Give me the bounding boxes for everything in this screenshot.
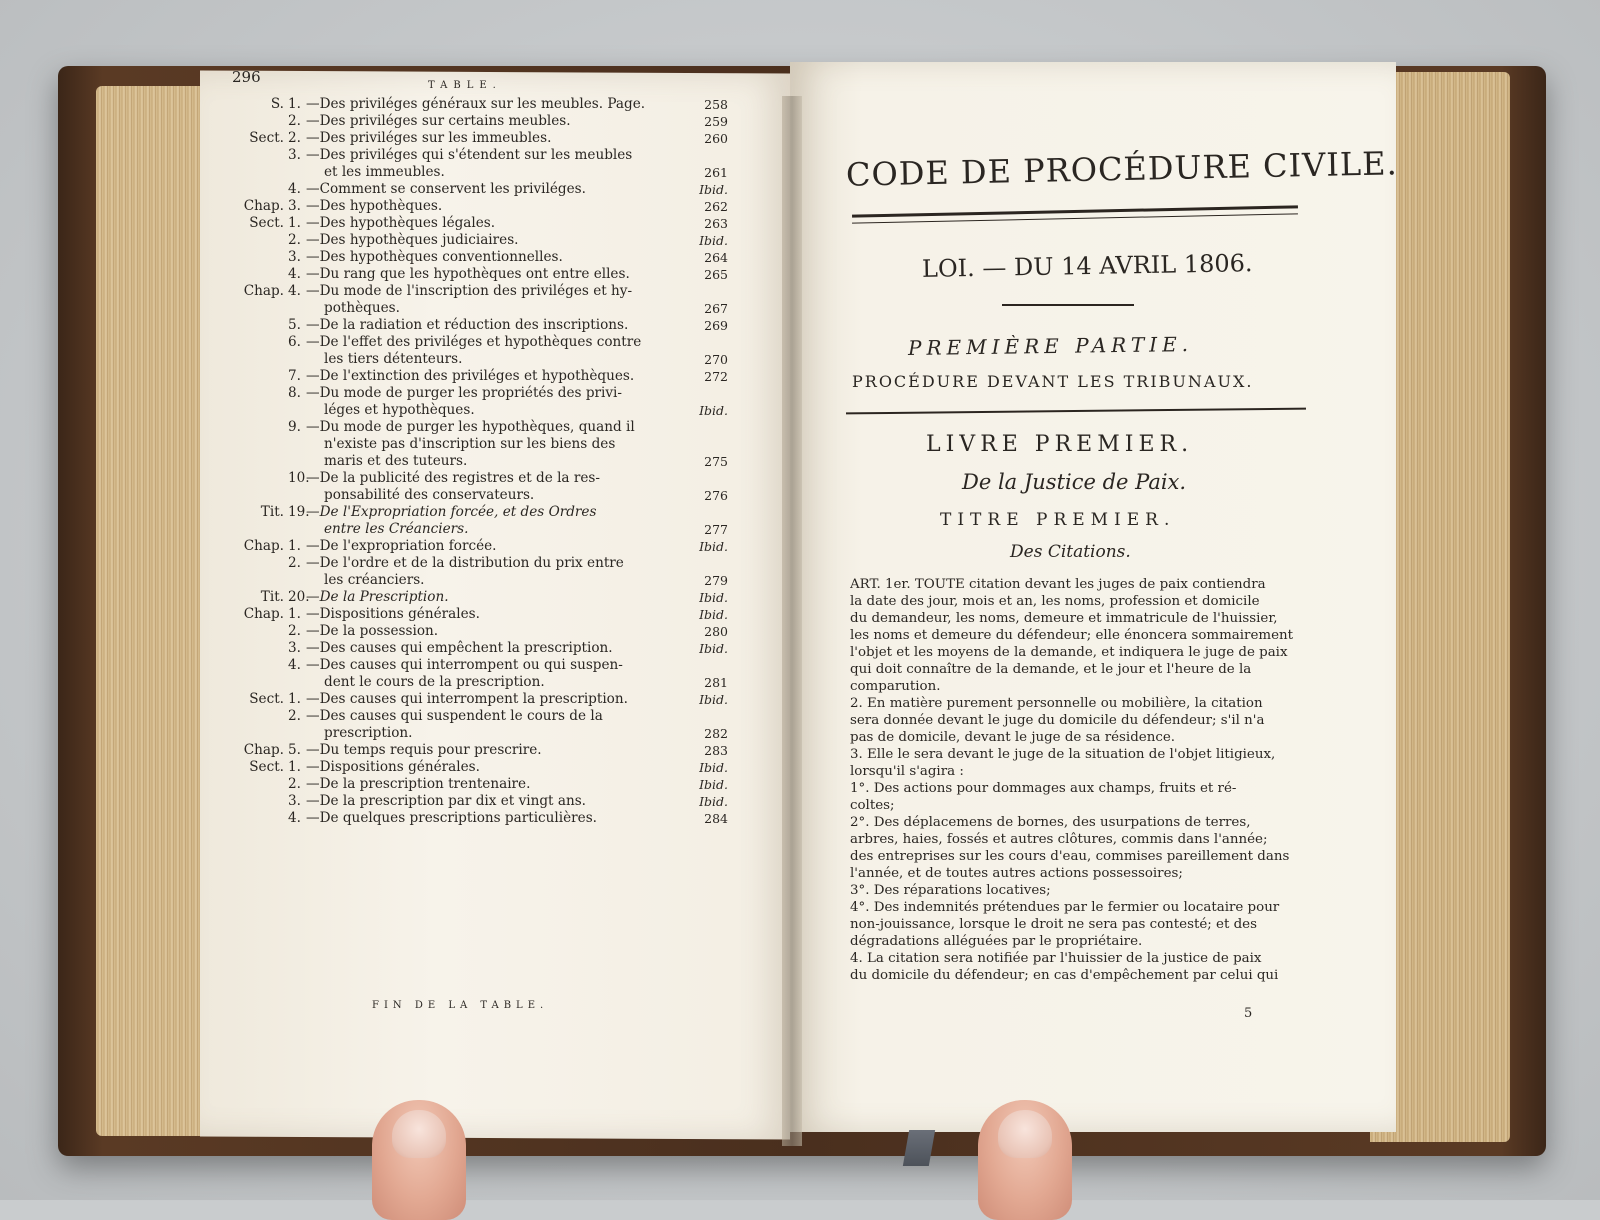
toc-title: —Des priviléges sur les immeubles.	[306, 130, 552, 146]
right-thumbnail	[998, 1110, 1052, 1158]
toc-row	[226, 181, 756, 198]
toc-page-ref: 276	[704, 488, 728, 503]
toc-label: Chap.	[243, 283, 284, 299]
toc-row	[226, 759, 756, 776]
toc-title: —Des causes qui interrompent ou qui suspen-	[306, 657, 623, 673]
text-line: 3. Elle le sera devant le juge de la situation de l'objet litigieux,	[850, 747, 1276, 762]
toc-number: 20.	[288, 589, 310, 605]
text-line: du domicile du défendeur; en cas d'empêchement par celui qui	[850, 968, 1279, 983]
toc-title: —De la radiation et réduction des inscriptions.	[306, 317, 629, 333]
toc-number: 3.	[288, 793, 301, 809]
toc-row	[226, 810, 756, 827]
right-thumb	[978, 1100, 1072, 1220]
toc-row	[226, 402, 756, 419]
toc-label: Sect.	[249, 130, 284, 146]
toc-label: Sect.	[249, 759, 284, 775]
toc-page-ref: 262	[704, 199, 728, 214]
toc-title: léges et hypothèques.	[324, 402, 475, 418]
toc-title: —Du temps requis pour prescrire.	[306, 742, 542, 758]
toc-page-ref: Ibid.	[699, 403, 728, 418]
text-line: 3°. Des réparations locatives;	[850, 883, 1051, 898]
toc-page-ref: 284	[704, 811, 728, 826]
left-page-header: TABLE.	[428, 80, 502, 91]
toc-row	[226, 657, 756, 674]
toc-number: 4.	[288, 657, 301, 673]
toc-page-ref: 269	[704, 318, 728, 333]
text-line: 2. En matière purement personnelle ou mobilière, la citation	[850, 696, 1263, 711]
toc-number: 10.	[288, 470, 310, 486]
toc-title: —Des causes qui suspendent le cours de la	[306, 708, 603, 724]
toc-number: 1.	[288, 538, 301, 554]
toc-row	[226, 555, 756, 572]
toc-title: —Des causes qui interrompent la prescription.	[306, 691, 628, 707]
toc-page-ref: 259	[704, 114, 728, 129]
toc-row	[226, 249, 756, 266]
toc-page-ref: 270	[704, 352, 728, 367]
toc-row	[226, 113, 756, 130]
toc-page-ref: 277	[704, 522, 728, 537]
toc-row	[226, 674, 756, 691]
text-line: du demandeur, les noms, demeure et immatricule de l'huissier,	[850, 611, 1278, 626]
toc-row	[226, 725, 756, 742]
toc-page-ref: Ibid.	[699, 760, 728, 775]
text-line: 4. La citation sera notifiée par l'huissier de la justice de paix	[850, 951, 1262, 966]
toc-row	[226, 640, 756, 657]
toc-page-ref: 272	[704, 369, 728, 384]
text-line: dégradations alléguées par le propriétaire.	[850, 934, 1143, 949]
code-title: CODE DE PROCÉDURE CIVILE.	[845, 144, 1399, 194]
toc-label: Sect.	[249, 691, 284, 707]
toc-row	[226, 368, 756, 385]
toc-row	[226, 691, 756, 708]
toc-title: —Du mode de purger les propriétés des privi-	[306, 385, 622, 401]
text-line: sera donnée devant le juge du domicile du défendeur; s'il n'a	[850, 713, 1265, 728]
article-text	[850, 576, 1342, 984]
toc-title: —De la possession.	[306, 623, 439, 639]
text-line: l'objet et les moyens de la demande, et indiquera le juge de paix	[850, 645, 1288, 660]
toc-title: ponsabilité des conservateurs.	[324, 487, 535, 503]
toc-page-ref: 282	[704, 726, 728, 741]
justice-heading: De la Justice de Paix.	[962, 470, 1187, 494]
toc-row	[226, 215, 756, 232]
toc-title: —De quelques prescriptions particulières.	[306, 810, 597, 826]
toc-row	[226, 606, 756, 623]
page-signature: 5	[1244, 1006, 1253, 1021]
toc-row	[226, 419, 756, 436]
toc-label: Tit.	[260, 589, 284, 605]
citations-heading: Des Citations.	[1010, 542, 1131, 562]
toc-title: —De l'effet des priviléges et hypothèques contre	[306, 334, 642, 350]
toc-page-ref: 264	[704, 250, 728, 265]
toc-row	[226, 300, 756, 317]
toc-label: Chap.	[243, 198, 284, 214]
toc-page-ref: Ibid.	[699, 641, 728, 656]
toc-number: 2.	[288, 232, 301, 248]
toc-row	[226, 232, 756, 249]
toc-label: Chap.	[243, 538, 284, 554]
toc-title: —Dispositions générales.	[306, 606, 480, 622]
toc-row	[226, 776, 756, 793]
toc-label: Tit.	[260, 504, 284, 520]
text-line: arbres, haies, fossés et autres clôtures, commis dans l'année;	[850, 832, 1268, 847]
text-line: non-jouissance, lorsque le droit ne sera pas contesté; et des	[850, 917, 1257, 932]
toc-title: —De l'extinction des priviléges et hypothèques.	[306, 368, 635, 384]
toc-number: 4.	[288, 266, 301, 282]
toc-row	[226, 538, 756, 555]
toc-title: —De la prescription trentenaire.	[306, 776, 531, 792]
toc-page-ref: Ibid.	[699, 794, 728, 809]
toc-number: 2.	[288, 708, 301, 724]
text-line: coltes;	[850, 798, 895, 813]
toc-title: dent le cours de la prescription.	[324, 674, 545, 690]
toc-number: 4.	[288, 181, 301, 197]
toc-title: —Des priviléges qui s'étendent sur les meubles	[306, 147, 633, 163]
toc-title: n'existe pas d'inscription sur les biens des	[324, 436, 616, 452]
text-line: ART. 1er. TOUTE citation devant les juges de paix contiendra	[850, 577, 1266, 592]
toc-title: et les immeubles.	[324, 164, 445, 180]
toc-page-ref: 280	[704, 624, 728, 639]
toc-title: —De l'expropriation forcée.	[306, 538, 497, 554]
toc-number: 2.	[288, 130, 301, 146]
loi-heading: LOI. — DU 14 AVRIL 1806.	[921, 249, 1253, 283]
toc-page-ref: 275	[704, 454, 728, 469]
text-line: 1°. Des actions pour dommages aux champs, fruits et ré-	[850, 781, 1237, 796]
toc-row	[226, 470, 756, 487]
toc-title: —Des priviléges généraux sur les meubles. Page.	[306, 96, 646, 112]
left-thumb	[372, 1100, 466, 1220]
toc-page-ref: 281	[704, 675, 728, 690]
toc-number: 3.	[288, 249, 301, 265]
toc-title: —Des hypothèques judiciaires.	[306, 232, 519, 248]
toc-title: les tiers détenteurs.	[324, 351, 463, 367]
toc-title: —Du mode de purger les hypothèques, quand il	[306, 419, 635, 435]
toc-row	[226, 198, 756, 215]
toc-title: —Du mode de l'inscription des priviléges et hy-	[306, 283, 633, 299]
left-page-number: 296	[232, 68, 261, 86]
toc-number: 1.	[288, 691, 301, 707]
toc-title: —Des hypothèques conventionnelles.	[306, 249, 563, 265]
toc-row	[226, 708, 756, 725]
toc-number: 2.	[288, 555, 301, 571]
toc-row	[226, 96, 756, 113]
toc-label: S.	[270, 96, 284, 112]
toc-row	[226, 504, 756, 521]
text-line: la date des jour, mois et an, les noms, profession et domicile	[850, 594, 1260, 609]
toc-title: —Des priviléges sur certains meubles.	[306, 113, 571, 129]
toc-number: 3.	[288, 640, 301, 656]
toc-number: 1.	[288, 96, 301, 112]
toc-number: 2.	[288, 776, 301, 792]
toc-title: maris et des tuteurs.	[324, 453, 468, 469]
toc-title: —Des causes qui empêchent la prescription.	[306, 640, 613, 656]
toc-row	[226, 453, 756, 470]
toc-row	[226, 385, 756, 402]
toc-number: 1.	[288, 215, 301, 231]
toc-label: Sect.	[249, 215, 284, 231]
text-line: pas de domicile, devant le juge de sa résidence.	[850, 730, 1175, 745]
toc-row	[226, 351, 756, 368]
partie-heading: PREMIÈRE PARTIE.	[907, 332, 1194, 360]
toc-label: Chap.	[243, 742, 284, 758]
table-of-contents	[226, 96, 756, 827]
book-gutter	[782, 96, 802, 1146]
toc-title: —Comment se conservent les priviléges.	[306, 181, 586, 197]
toc-row	[226, 742, 756, 759]
toc-number: 3.	[288, 147, 301, 163]
text-line: des entreprises sur les cours d'eau, commises pareillement dans	[850, 849, 1290, 864]
toc-page-ref: 258	[704, 97, 728, 112]
toc-page-ref: 260	[704, 131, 728, 146]
table-end-label: FIN DE LA TABLE.	[372, 1000, 549, 1011]
toc-page-ref: Ibid.	[699, 590, 728, 605]
toc-number: 7.	[288, 368, 301, 384]
toc-page-ref: 279	[704, 573, 728, 588]
toc-number: 4.	[288, 810, 301, 826]
toc-row	[226, 793, 756, 810]
toc-number: 5.	[288, 317, 301, 333]
left-thumbnail	[392, 1110, 446, 1158]
text-line: l'année, et de toutes autres actions possessoires;	[850, 866, 1183, 881]
toc-row	[226, 436, 756, 453]
text-line: 2°. Des déplacemens de bornes, des usurpations de terres,	[850, 815, 1251, 830]
toc-row	[226, 266, 756, 283]
toc-page-ref: 267	[704, 301, 728, 316]
toc-number: 9.	[288, 419, 301, 435]
toc-page-ref: Ibid.	[699, 607, 728, 622]
livre-heading: LIVRE PREMIER.	[926, 432, 1194, 457]
toc-row	[226, 317, 756, 334]
toc-number: 4.	[288, 283, 301, 299]
toc-number: 1.	[288, 606, 301, 622]
toc-title: —Dispositions générales.	[306, 759, 480, 775]
toc-number: 8.	[288, 385, 301, 401]
toc-title: —De la Prescription.	[306, 589, 449, 605]
toc-number: 2.	[288, 623, 301, 639]
toc-number: 2.	[288, 113, 301, 129]
toc-title: entre les Créanciers.	[324, 521, 469, 537]
procedure-heading: PROCÉDURE DEVANT LES TRIBUNAUX.	[852, 372, 1254, 391]
toc-row	[226, 487, 756, 504]
text-line: les noms et demeure du défendeur; elle énoncera sommairement	[850, 628, 1293, 643]
toc-number: 19.	[288, 504, 310, 520]
toc-page-ref: 283	[704, 743, 728, 758]
toc-title: —Des hypothèques légales.	[306, 215, 496, 231]
loi-rule	[1002, 304, 1134, 306]
toc-number: 3.	[288, 198, 301, 214]
toc-title: —De la publicité des registres et de la res-	[306, 470, 600, 486]
toc-row	[226, 283, 756, 300]
toc-title: —Du rang que les hypothèques ont entre elles.	[306, 266, 630, 282]
toc-number: 1.	[288, 759, 301, 775]
toc-page-ref: 263	[704, 216, 728, 231]
toc-page-ref: Ibid.	[699, 233, 728, 248]
toc-row	[226, 147, 756, 164]
toc-row	[226, 334, 756, 351]
toc-row	[226, 521, 756, 538]
toc-page-ref: Ibid.	[699, 182, 728, 197]
toc-row	[226, 572, 756, 589]
toc-row	[226, 130, 756, 147]
toc-title: —De l'ordre et de la distribution du prix entre	[306, 555, 624, 571]
toc-title: les créanciers.	[324, 572, 425, 588]
titre-heading: TITRE PREMIER.	[940, 510, 1176, 530]
toc-row	[226, 623, 756, 640]
toc-row	[226, 164, 756, 181]
toc-title: prescription.	[324, 725, 413, 741]
text-line: lorsqu'il s'agira :	[850, 764, 964, 779]
text-line: 4°. Des indemnités prétendues par le fermier ou locataire pour	[850, 900, 1280, 915]
toc-label: Chap.	[243, 606, 284, 622]
text-line: comparution.	[850, 679, 941, 694]
toc-title: pothèques.	[324, 300, 400, 316]
toc-title: —De l'Expropriation forcée, et des Ordres	[306, 504, 597, 520]
toc-number: 5.	[288, 742, 301, 758]
toc-title: —De la prescription par dix et vingt ans.	[306, 793, 586, 809]
toc-row	[226, 589, 756, 606]
text-line: qui doit connaître de la demande, et le jour et l'heure de la	[850, 662, 1252, 677]
toc-page-ref: 261	[704, 165, 728, 180]
toc-number: 6.	[288, 334, 301, 350]
toc-page-ref: Ibid.	[699, 692, 728, 707]
toc-page-ref: Ibid.	[699, 777, 728, 792]
toc-title: —Des hypothèques.	[306, 198, 443, 214]
toc-page-ref: 265	[704, 267, 728, 282]
toc-page-ref: Ibid.	[699, 539, 728, 554]
